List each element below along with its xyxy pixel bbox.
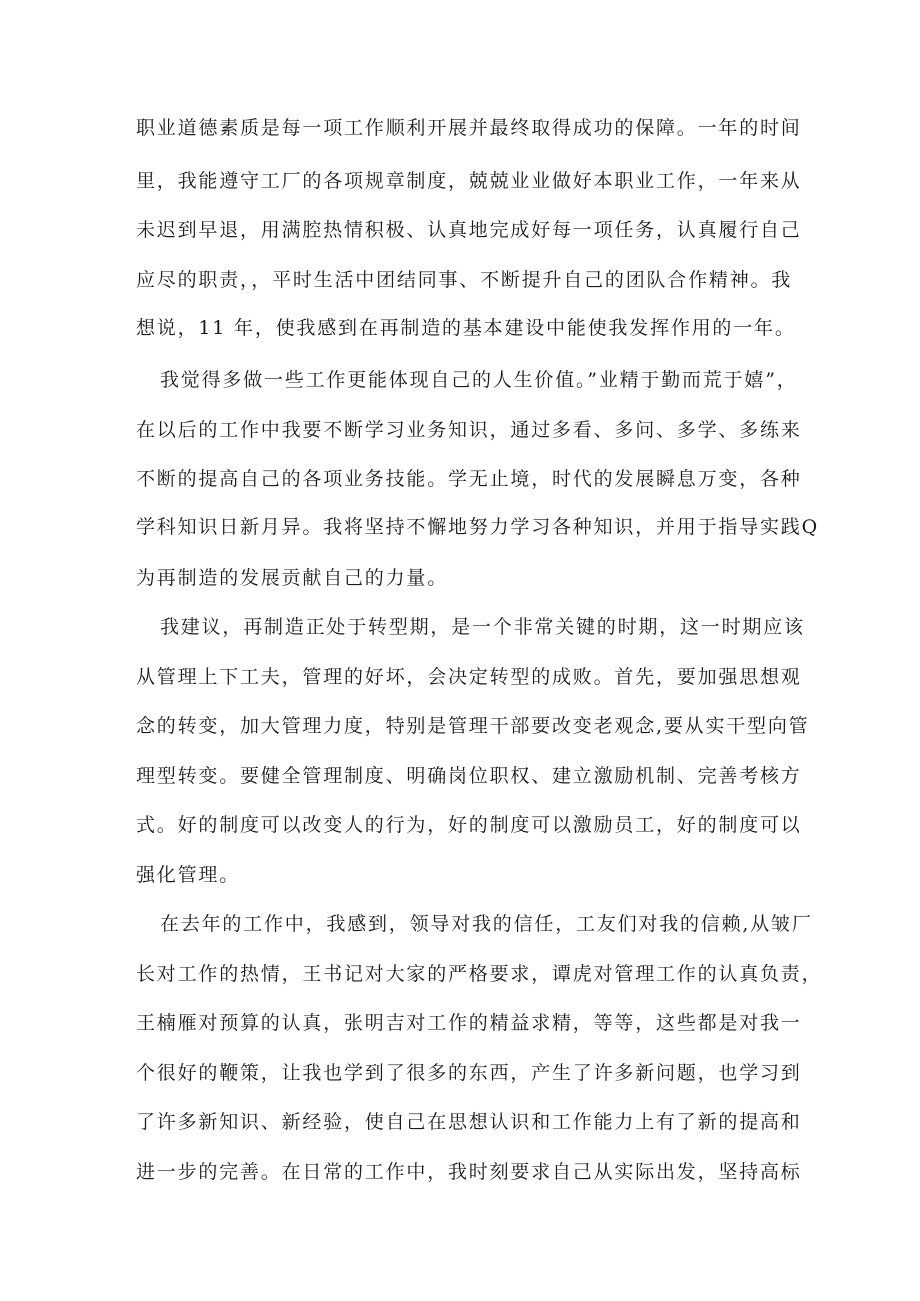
text-line: 进一步的完善。在日常的工作中，我时刻要求自己从实际出发，坚持高标 <box>136 1161 802 1183</box>
text-line: 理型转变。要健全管理制度、明确岗位职权、建立激励机制、完善考核方 <box>136 765 802 787</box>
text-line: 应尽的职责，，平时生活中团结同事、不断提升自己的团队合作精神。我 <box>136 269 793 291</box>
text-line: 强化管理。 <box>136 864 241 886</box>
text-line: 不断的提高自己的各项业务技能。学无止境，时代的发展瞬息万变，各种 <box>136 468 802 490</box>
text-line: 我建议，再制造正处于转型期，是一个非常关键的时期，这一时期应该 <box>160 616 805 638</box>
text-line: 里，我能遵守工厂的各项规章制度，兢兢业业做好本职业工作，一年来从 <box>136 170 802 192</box>
text-line: 未迟到早退，用满腔热情积极、认真地完成好每一项任务，认真履行自己 <box>136 219 802 241</box>
text-line: 想说，11 年，使我感到在再制造的基本建设中能使我发挥作用的一年。 <box>136 317 796 339</box>
text-line: 我觉得多做一些工作更能体现自己的人生价值。”业精于勤而荒于嬉”， <box>160 369 798 391</box>
text-line: 学科知识日新月异。我将坚持不懈地努力学习各种知识，并用于指导实践Q <box>136 516 819 538</box>
text-line: 在去年的工作中，我感到，领导对我的信任，工友们对我的信赖,从皱厂 <box>160 913 813 935</box>
text-line: 为再制造的发展贡献自己的力量。 <box>136 567 449 589</box>
text-line: 从管理上下工夫，管理的好坏，会决定转型的成败。首先，要加强思想观 <box>136 666 802 688</box>
text-line: 在以后的工作中我要不断学习业务知识，通过多看、多问、多学、多练来 <box>136 419 802 441</box>
text-line: 长对工作的热情，王书记对大家的严格要求，谭虎对管理工作的认真负责， <box>136 963 823 985</box>
text-line: 念的转变，加大管理力度，特别是管理干部要改变老观念,要从实干型向管 <box>136 715 810 737</box>
text-line: 了许多新知识、新经验，使自己在思想认识和工作能力上有了新的提高和 <box>136 1111 802 1133</box>
text-line: 式。好的制度可以改变人的行为，好的制度可以激励员工，好的制度可以 <box>136 814 802 836</box>
text-line: 职业道德素质是每一项工作顺利开展并最终取得成功的保障。一年的时间 <box>136 117 802 139</box>
text-line: 个很好的鞭策，让我也学到了很多的东西，产生了许多新问题，也学习到 <box>136 1062 802 1084</box>
text-line: 王楠雁对预算的认真，张明吉对工作的精益求精，等等，这些都是对我一 <box>136 1012 802 1034</box>
